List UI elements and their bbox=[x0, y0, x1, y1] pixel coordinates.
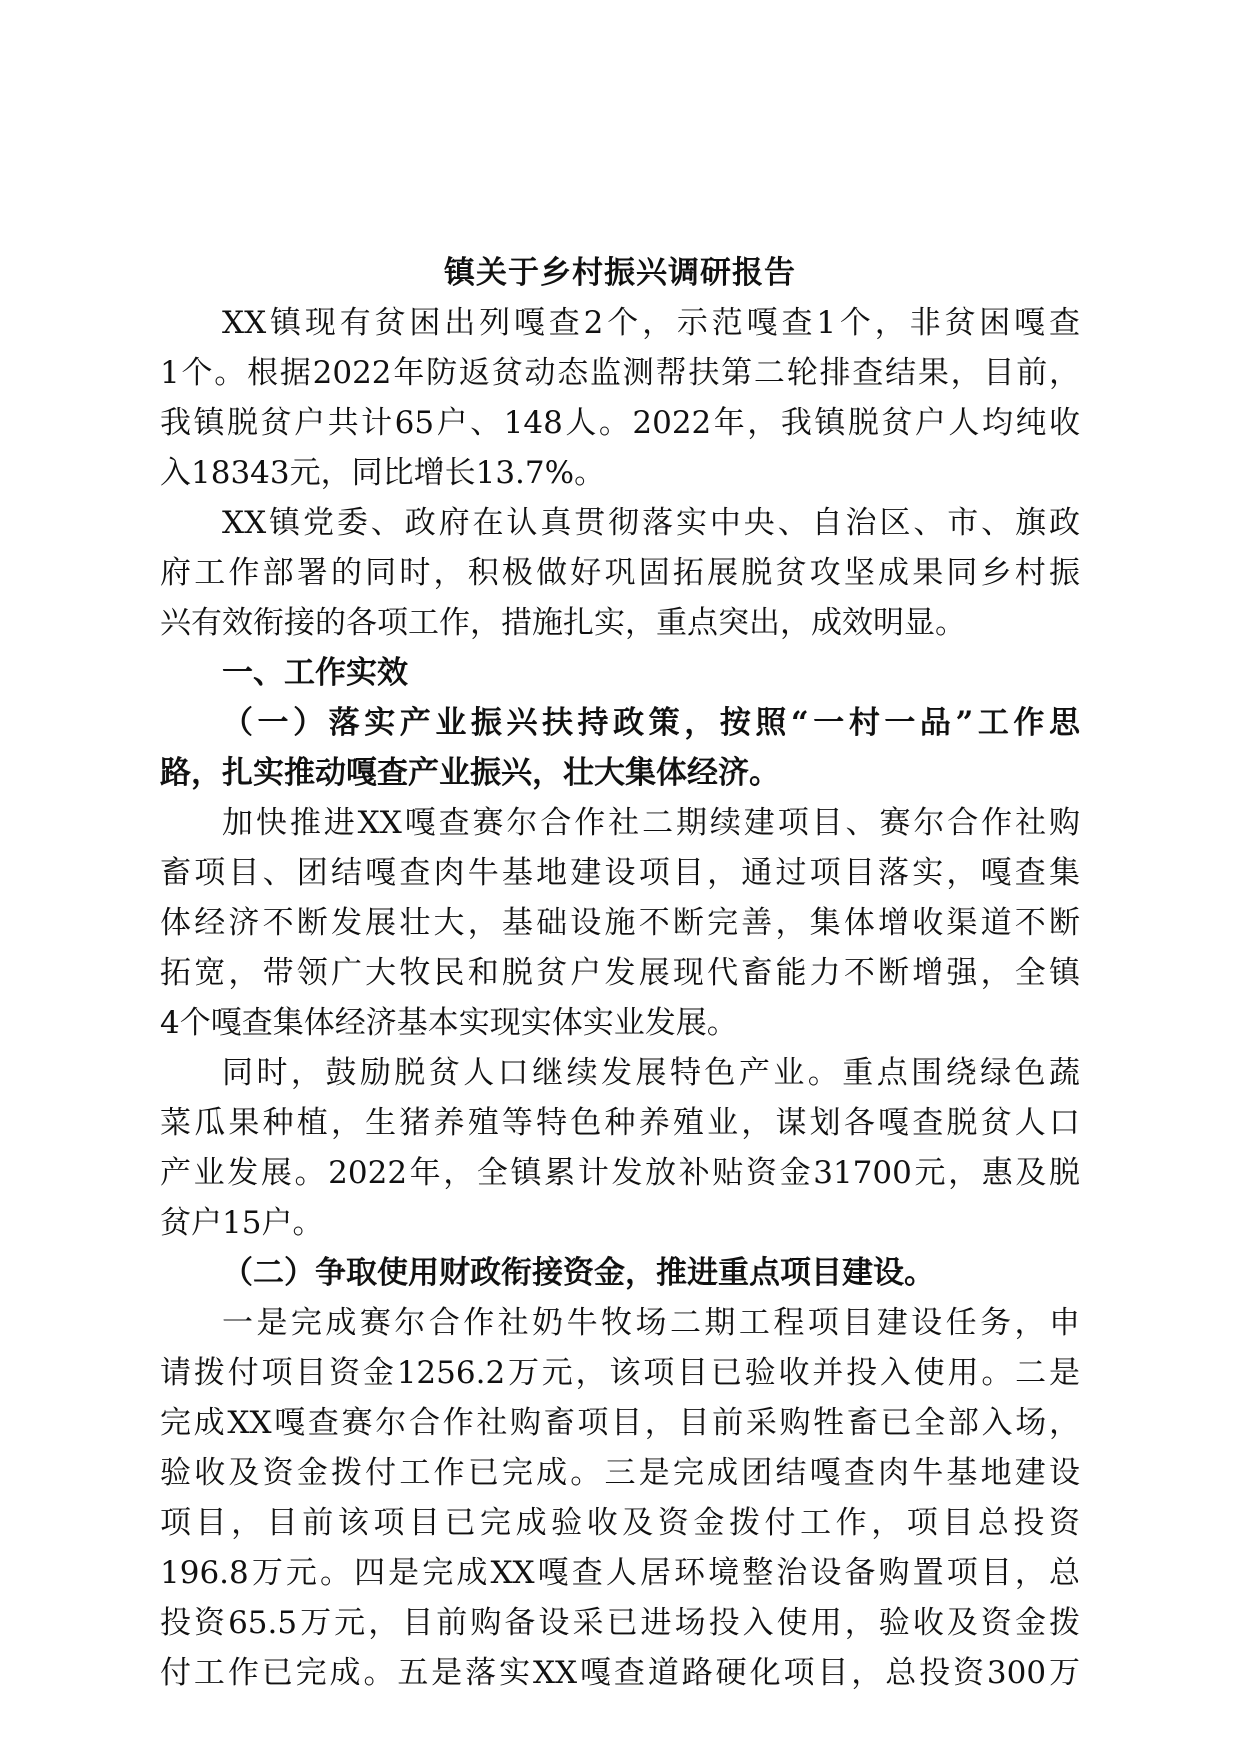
text-line: XX镇现有贫困出列嘎查2个，示范嘎查1个，非贫困嘎查 bbox=[222, 305, 1080, 341]
text-line: 付工作已完成。五是落实XX嘎查道路硬化项目，总投资300万 bbox=[160, 1655, 1080, 1691]
paragraph-party-committee bbox=[160, 498, 1080, 648]
text-line: 府工作部署的同时，积极做好巩固拓展脱贫攻坚成果同乡村振 bbox=[160, 555, 1080, 591]
text-line: 产业发展。2022年，全镇累计发放补贴资金31700元，惠及脱 bbox=[160, 1155, 1080, 1191]
text-line: 验收及资金拨付工作已完成。三是完成团结嘎查肉牛基地建设 bbox=[160, 1455, 1080, 1491]
text-line: 入18343元，同比增长13.7%。 bbox=[160, 455, 606, 491]
text-line: 我镇脱贫户共计65户、148人。2022年，我镇脱贫户人均纯收 bbox=[160, 405, 1080, 441]
text-line: 一是完成赛尔合作社奶牛牧场二期工程项目建设任务，申 bbox=[222, 1305, 1080, 1341]
text-line: 请拨付项目资金1256.2万元，该项目已验收并投入使用。二是 bbox=[160, 1355, 1080, 1391]
text-line: 投资65.5万元，目前购备设采已进场投入使用，验收及资金拨 bbox=[160, 1605, 1080, 1641]
paragraph-cooperative-projects bbox=[160, 798, 1080, 1048]
text-line: 路，扎实推动嘎查产业振兴，壮大集体经济。 bbox=[160, 755, 780, 791]
subsection-heading-funds: （二）争取使用财政衔接资金，推进重点项目建设。 bbox=[222, 1255, 935, 1291]
text-line: 体经济不断发展壮大，基础设施不断完善，集体增收渠道不断 bbox=[160, 905, 1080, 941]
paragraph-overview bbox=[160, 298, 1080, 498]
subsection-heading-industry bbox=[160, 698, 1080, 798]
text-line: 兴有效衔接的各项工作，措施扎实，重点突出，成效明显。 bbox=[160, 605, 966, 641]
text-line: 加快推进XX嘎查赛尔合作社二期续建项目、赛尔合作社购 bbox=[222, 805, 1080, 841]
text-line: 贫户15户。 bbox=[160, 1205, 324, 1241]
section-heading: 一、工作实效 bbox=[222, 655, 408, 691]
text-line: 菜瓜果种植，生猪养殖等特色种养殖业，谋划各嘎查脱贫人口 bbox=[160, 1105, 1080, 1141]
document-title: 镇关于乡村振兴调研报告 bbox=[444, 255, 796, 291]
paragraph-special-industries bbox=[160, 1048, 1080, 1248]
text-line: 拓宽，带领广大牧民和脱贫户发展现代畜能力不断增强，全镇 bbox=[160, 955, 1080, 991]
text-line: 4个嘎查集体经济基本实现实体实业发展。 bbox=[160, 1005, 738, 1041]
text-line: 完成XX嘎查赛尔合作社购畜项目，目前采购牲畜已全部入场， bbox=[160, 1405, 1080, 1441]
text-line: 畜项目、团结嘎查肉牛基地建设项目，通过项目落实，嘎查集 bbox=[160, 855, 1080, 891]
text-line: （一）落实产业振兴扶持政策，按照“一村一品”工作思 bbox=[222, 705, 1080, 741]
text-line: 196.8万元。四是完成XX嘎查人居环境整治设备购置项目，总 bbox=[160, 1555, 1080, 1591]
document-body bbox=[160, 248, 1080, 1698]
paragraph-key-projects bbox=[160, 1298, 1080, 1698]
text-line: 项目，目前该项目已完成验收及资金拨付工作，项目总投资 bbox=[160, 1505, 1080, 1541]
text-line: 1个。根据2022年防返贫动态监测帮扶第二轮排查结果，目前， bbox=[160, 355, 1080, 391]
text-line: 同时，鼓励脱贫人口继续发展特色产业。重点围绕绿色蔬 bbox=[222, 1055, 1080, 1091]
text-line: XX镇党委、政府在认真贯彻落实中央、自治区、市、旗政 bbox=[222, 505, 1080, 541]
